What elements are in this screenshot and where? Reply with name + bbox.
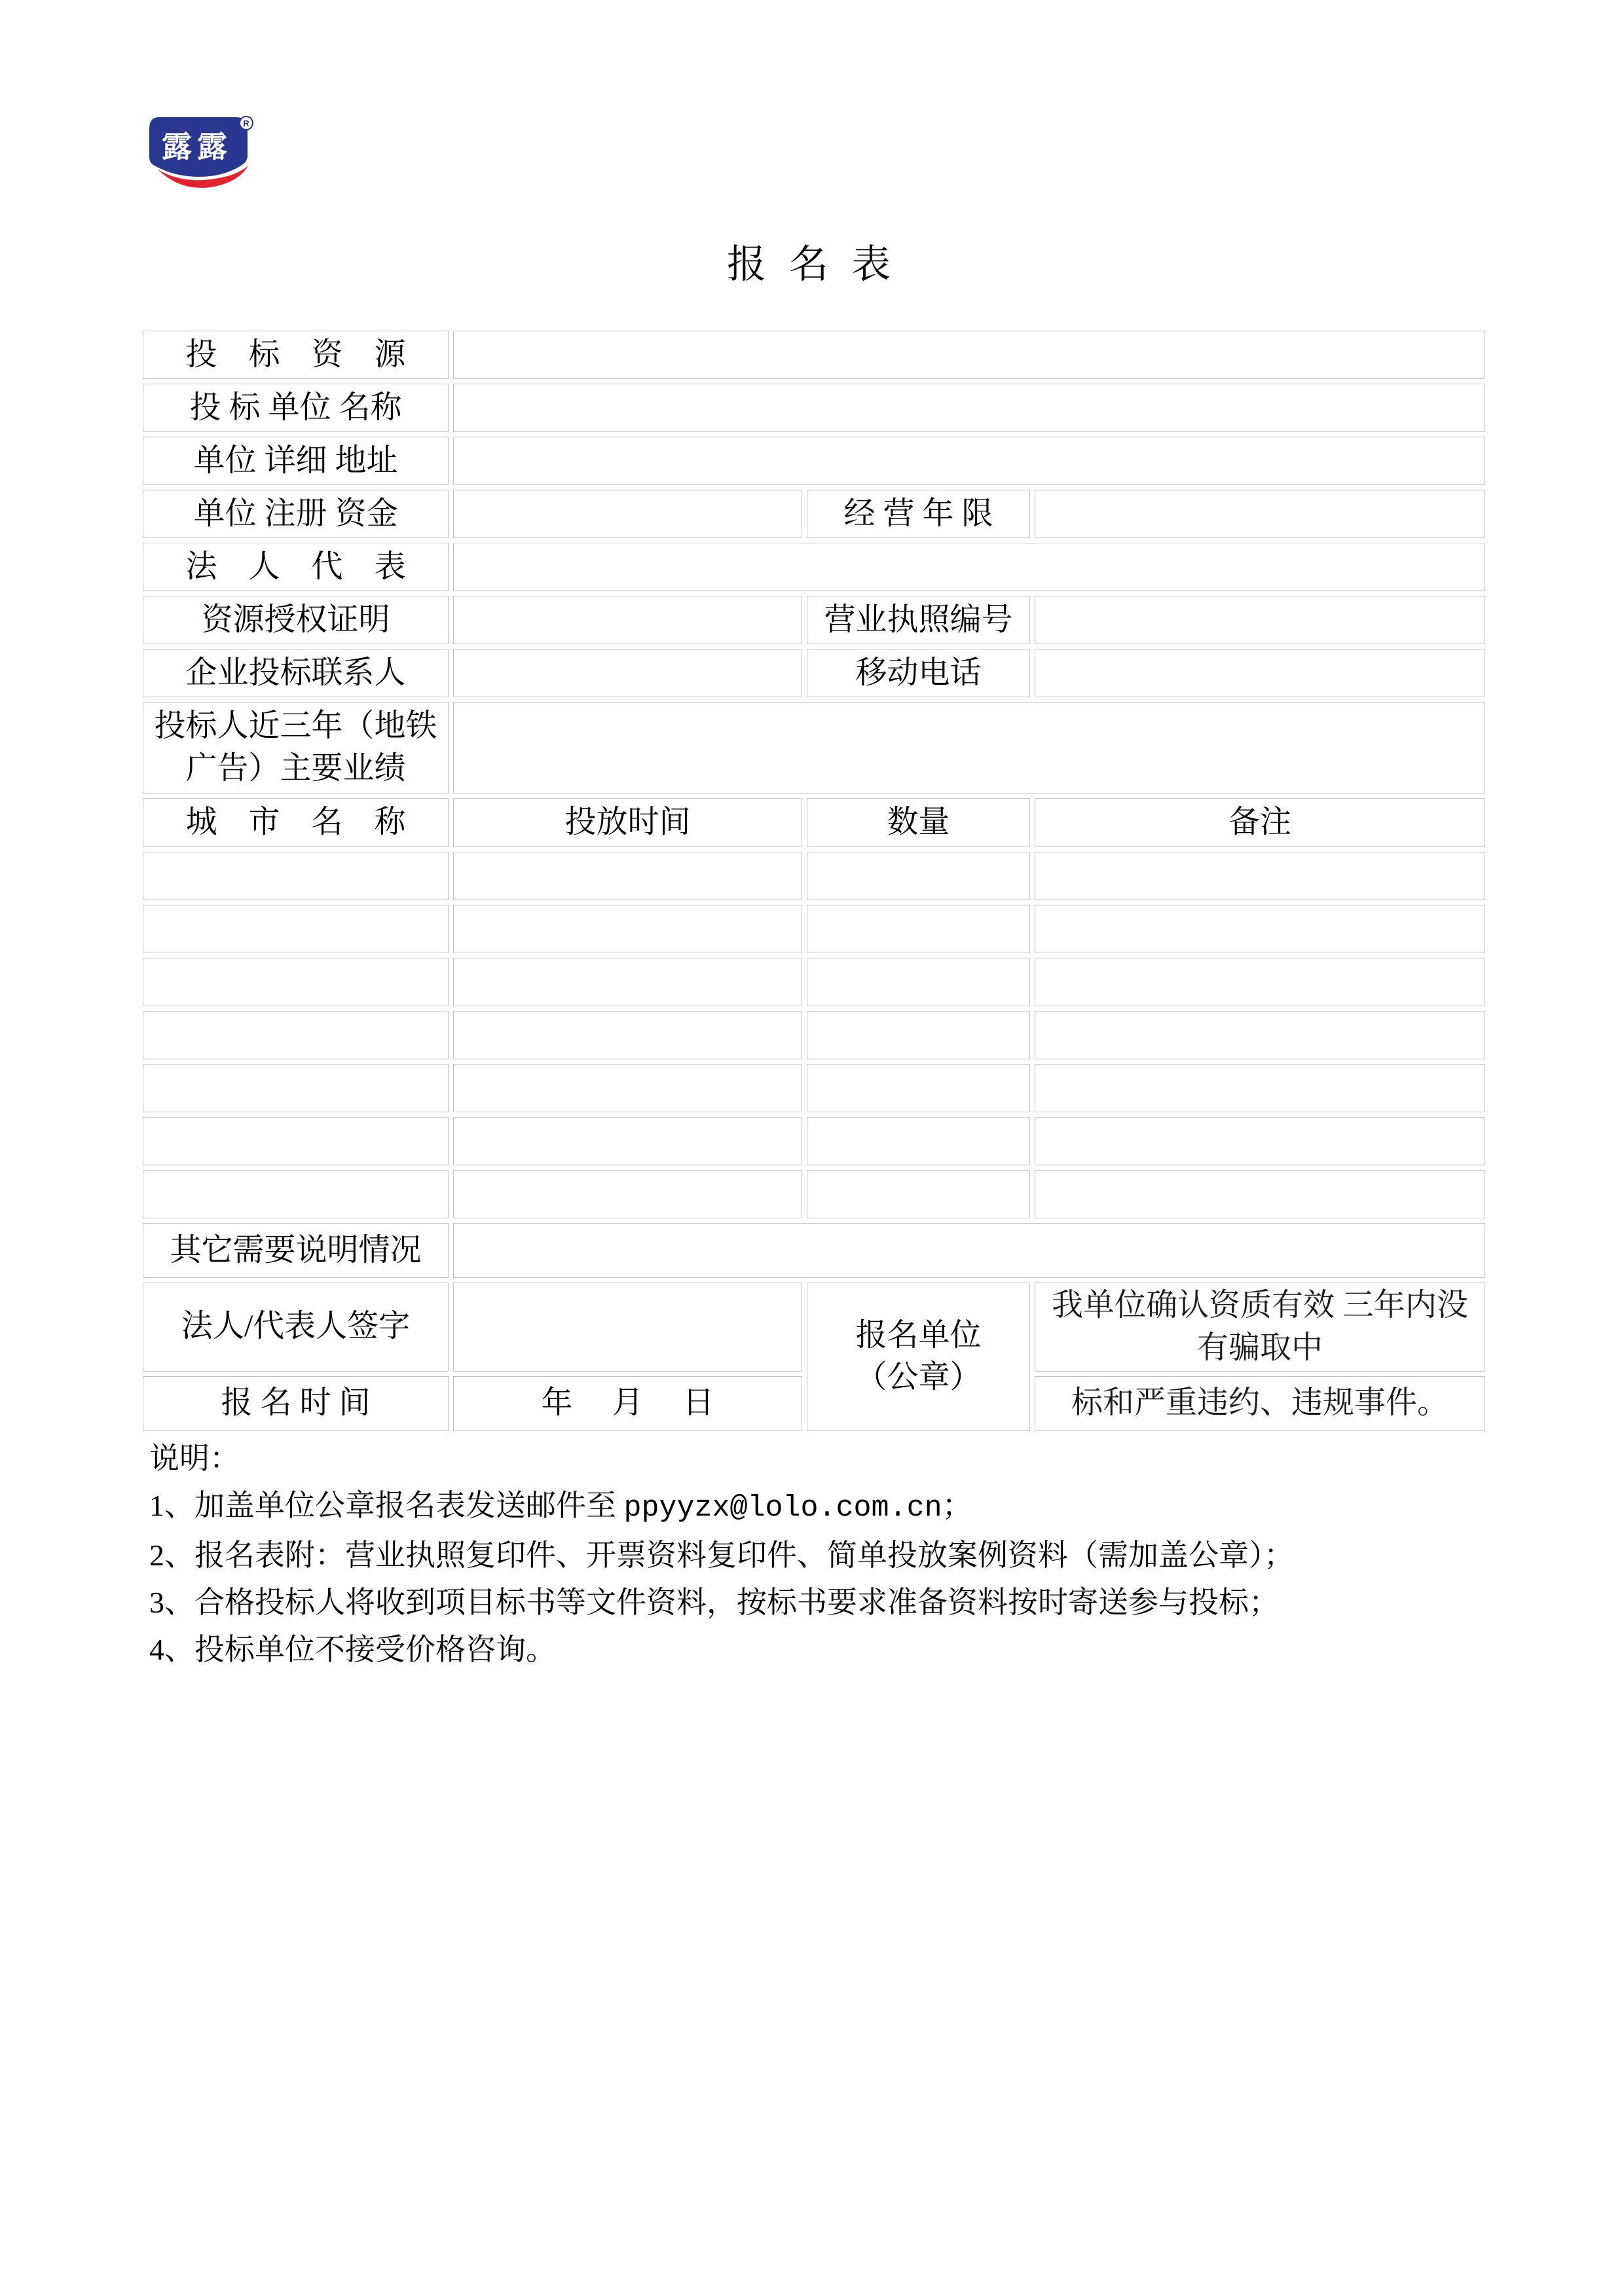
performance-input-cell[interactable]	[453, 702, 1485, 793]
performance-row	[143, 905, 1485, 953]
row-legal-rep	[143, 543, 1485, 591]
other-info-label: 其它需要说明情况	[143, 1223, 449, 1278]
perf-header-time: 投放时间	[453, 798, 802, 847]
signature-input-cell[interactable]	[453, 1283, 802, 1372]
row-signature	[143, 1283, 1485, 1372]
performance-cell[interactable]	[143, 1117, 449, 1165]
performance-label: 投标人近三年（地铁广告）主要业绩	[143, 702, 449, 793]
note-item-4: 4、投标单位不接受价格咨询。	[149, 1633, 556, 1666]
brand-logo	[147, 115, 255, 192]
performance-cell[interactable]	[1035, 958, 1485, 1006]
performance-cell[interactable]	[807, 958, 1030, 1006]
row-contact	[143, 649, 1485, 697]
bid-resource-label: 投 标 资 源	[143, 331, 449, 379]
mobile-input-cell[interactable]	[1035, 649, 1485, 697]
row-bid-resource	[143, 331, 1485, 379]
contact-input-cell[interactable]	[453, 649, 802, 697]
registered-capital-label: 单位 注册 资金	[143, 490, 449, 538]
date-input-cell[interactable]: 年 月 日	[453, 1376, 802, 1431]
perf-header-remark: 备注	[1035, 798, 1485, 847]
performance-cell[interactable]	[143, 1170, 449, 1218]
performance-cell[interactable]	[1035, 1011, 1485, 1059]
note-1-prefix: 1、加盖单位公章报名表发送邮件至	[149, 1489, 624, 1522]
performance-cell[interactable]	[453, 1170, 802, 1218]
row-performance-header	[143, 798, 1485, 847]
performance-cell[interactable]	[1035, 1117, 1485, 1165]
date-label: 报 名 时 间	[143, 1376, 449, 1431]
performance-cell[interactable]	[807, 1170, 1030, 1218]
performance-cell[interactable]	[453, 1117, 802, 1165]
perf-header-city: 城 市 名 称	[143, 798, 449, 847]
stamp-label-line2: （公章）	[855, 1360, 982, 1395]
logo-brand-text: 露露	[162, 130, 232, 164]
registered-capital-input-cell[interactable]	[453, 490, 802, 538]
row-bidder-name	[143, 384, 1485, 432]
performance-cell[interactable]	[143, 905, 449, 953]
row-address	[143, 437, 1485, 485]
performance-cell[interactable]	[807, 905, 1030, 953]
performance-cell[interactable]	[143, 1064, 449, 1112]
page-title: 报 名 表	[727, 243, 897, 286]
performance-cell[interactable]	[1035, 1170, 1485, 1218]
performance-cell[interactable]	[807, 852, 1030, 900]
bidder-name-label: 投 标 单位 名称	[143, 384, 449, 432]
registration-form-table	[138, 326, 1490, 1436]
business-years-input-cell[interactable]	[1035, 490, 1485, 538]
performance-row	[143, 958, 1485, 1006]
performance-row	[143, 1011, 1485, 1059]
performance-cell[interactable]	[143, 852, 449, 900]
signature-label: 法人/代表人签字	[143, 1283, 449, 1372]
row-performance	[143, 702, 1485, 793]
note-1-suffix: ；	[942, 1489, 972, 1522]
performance-cell[interactable]	[1035, 905, 1485, 953]
performance-cell[interactable]	[807, 1064, 1030, 1112]
stamp-label-line1: 报名单位	[855, 1317, 982, 1353]
note-item-2: 2、报名表附：营业执照复印件、开票资料复印件、简单投放案例资料（需加盖公章）；	[149, 1539, 1294, 1572]
mobile-label: 移动电话	[807, 649, 1030, 697]
address-input-cell[interactable]	[453, 437, 1485, 485]
bid-resource-input-cell[interactable]	[453, 331, 1485, 379]
declaration-line2: 标和严重违约、违规事件。	[1035, 1376, 1485, 1431]
performance-cell[interactable]	[453, 1064, 802, 1112]
performance-cell[interactable]	[143, 958, 449, 1006]
row-other-info	[143, 1223, 1485, 1278]
legal-rep-input-cell[interactable]	[453, 543, 1485, 591]
performance-cell[interactable]	[807, 1011, 1030, 1059]
performance-row	[143, 1170, 1485, 1218]
registered-mark-letter: R	[243, 118, 249, 128]
contact-label: 企业投标联系人	[143, 649, 449, 697]
performance-cell[interactable]	[453, 958, 802, 1006]
performance-cell[interactable]	[453, 852, 802, 900]
notes-section	[149, 1435, 1498, 1673]
notes-heading: 说明：	[149, 1442, 240, 1475]
performance-cell[interactable]	[1035, 852, 1485, 900]
business-years-label: 经 营 年 限	[807, 490, 1030, 538]
other-info-input-cell[interactable]	[453, 1223, 1485, 1278]
bidder-name-input-cell[interactable]	[453, 384, 1485, 432]
license-no-input-cell[interactable]	[1035, 596, 1485, 644]
license-no-label: 营业执照编号	[807, 596, 1030, 644]
performance-cell[interactable]	[143, 1011, 449, 1059]
performance-cell[interactable]	[453, 905, 802, 953]
perf-header-qty: 数量	[807, 798, 1030, 847]
row-resource-auth	[143, 596, 1485, 644]
declaration-line1: 我单位确认资质有效 三年内没有骗取中	[1035, 1283, 1485, 1372]
performance-cell[interactable]	[1035, 1064, 1485, 1112]
performance-row	[143, 852, 1485, 900]
performance-row	[143, 1117, 1485, 1165]
performance-cell[interactable]	[453, 1011, 802, 1059]
note-item-1	[149, 1482, 1498, 1532]
stamp-cell	[807, 1283, 1030, 1431]
legal-rep-label: 法 人 代 表	[143, 543, 449, 591]
resource-auth-input-cell[interactable]	[453, 596, 802, 644]
note-1-email: ppyyzx@lolo.com.cn	[623, 1491, 942, 1525]
row-capital-years	[143, 490, 1485, 538]
address-label: 单位 详细 地址	[143, 437, 449, 485]
performance-row	[143, 1064, 1485, 1112]
performance-cell[interactable]	[807, 1117, 1030, 1165]
resource-auth-label: 资源授权证明	[143, 596, 449, 644]
note-item-3: 3、合格投标人将收到项目标书等文件资料，按标书要求准备资料按时寄送参与投标；	[149, 1586, 1279, 1619]
